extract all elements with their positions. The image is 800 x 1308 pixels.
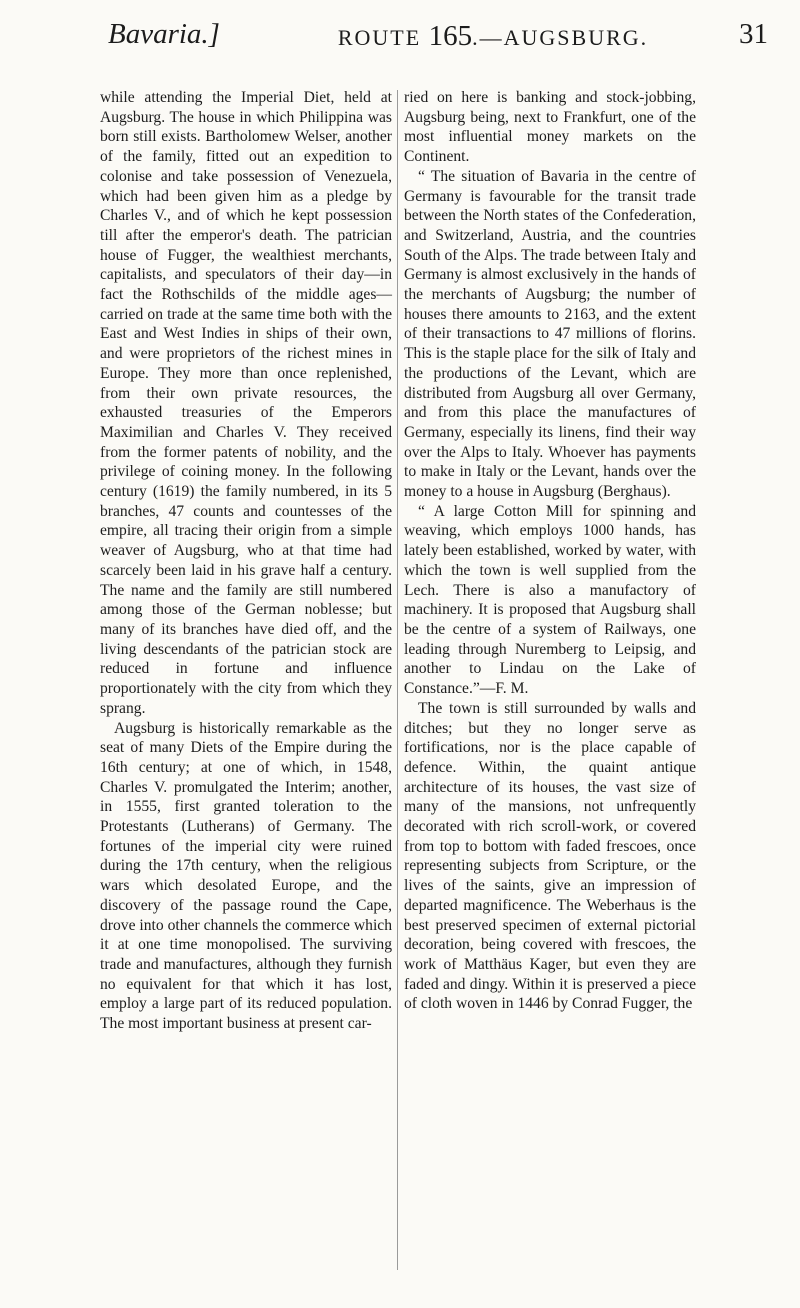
- paragraph: “ The situation of Bavaria in the centre of Germany is favourable for the transit trade between the North states of the Confederation, and Switzerland, Austria, and the countries South of the Alps. The trade between Italy and Germany is almost exclusively in the hands of the merchants of Augsburg; the number of houses there amounts to 2163, and the extent of their transactions to 47 millions of florins. This is the staple place for the silk of Italy and the productions of the Levant, which are distributed from Augsburg all over Germany, and from this place the manufactures of Germany, especially its linens, find their way over the Alps to Italy. Whoever has payments to make in Italy or the Levant, hands over the money to a house in Augsburg (Berghaus).: [404, 167, 696, 501]
- route-place: .—AUGSBURG.: [472, 25, 649, 50]
- paragraph: Augsburg is historically remarkable as the seat of many Diets of the Empire during the 16th century; at one of which, in 1548, Charles V. promulgated the Interim; another, in 1555, first granted toleration to the Protestants (Lutherans) of Germany. The fortunes of the imperial city were ruined during the 17th century, when the religious wars which desolated Europe, and the discovery of the passage round the Cape, drove into other channels the commerce which it at one time monopolised. The surviving trade and manufactures, although they furnish no equivalent for that which it has lost, employ a large part of its reduced population. The most important business at present car-: [100, 719, 392, 1033]
- paragraph: The town is still surrounded by walls and ditches; but they no longer serve as fortifications, nor is the place capable of defence. Within, the quaint antique architecture of its houses, the vast size of many of the mansions, not unfrequently decorated with rich scroll-work, or covered from top to bottom with faded frescoes, once representing subjects from Scripture, or the lives of the saints, give an impression of departed magnificence. The Weberhaus is the best preserved specimen of external pictorial decoration, being covered with frescoes, the work of Matthäus Kager, but even they are faded and dingy. Within it is preserved a piece of cloth woven in 1446 by Conrad Fugger, the: [404, 699, 696, 1013]
- left-column: [100, 88, 392, 1034]
- paragraph: while attending the Imperial Diet, held at Augsburg. The house in which Philippina was born still exists. Bartholomew Welser, another of the family, fitted out an expedition to colonise and take possession of Venezuela, which had been given him as a pledge by Charles V., and of which he kept possession till after the emperor's death. The patrician house of Fugger, the wealthiest merchants, capitalists, and speculators of their day—in fact the Rothschilds of the middle ages—carried on trade at the same time both with the East and West Indies in ships of their own, and were proprietors of the richest mines in Europe. They more than once replenished, from their own private resources, the exhausted treasuries of the Emperors Maximilian and Charles V. They received from the former patents of nobility, and the privilege of coining money. In the following century (1619) the family numbered, in its 5 branches, 47 counts and countesses of the empire, all tracing their origin from a simple weaver of Augsburg, who at that time had scarcely been laid in his grave half a century. The name and the family are still numbered among those of the German noblesse; but many of its branches have died off, and the living descendants of the patrician stock are reduced in fortune and influence proportionately with the city from which they sprang.: [100, 89, 392, 717]
- route-number: 165: [428, 20, 473, 52]
- paragraph: ried on here is banking and stock-jobbing, Augsburg being, next to Frankfurt, one of the most influential money markets on the Continent.: [404, 89, 696, 166]
- section-title: Bavaria.]: [108, 18, 220, 50]
- route-word: ROUTE: [337, 25, 429, 50]
- paragraph: “ A large Cotton Mill for spinning and weaving, which employs 1000 hands, has lately been established, worked by water, with which the town is well supplied from the Lech. There is also a manufactory of machinery. It is proposed that Augsburg shall be the centre of a system of Railways, one leading through Nuremberg to Leipsig, and another to Lindau on the Lake of Constance.”—F. M.: [404, 502, 696, 698]
- running-header: [108, 18, 768, 70]
- column-divider: [397, 90, 398, 1270]
- right-column: [404, 88, 696, 1014]
- page-number: 31: [739, 18, 768, 50]
- route-title: [318, 20, 668, 53]
